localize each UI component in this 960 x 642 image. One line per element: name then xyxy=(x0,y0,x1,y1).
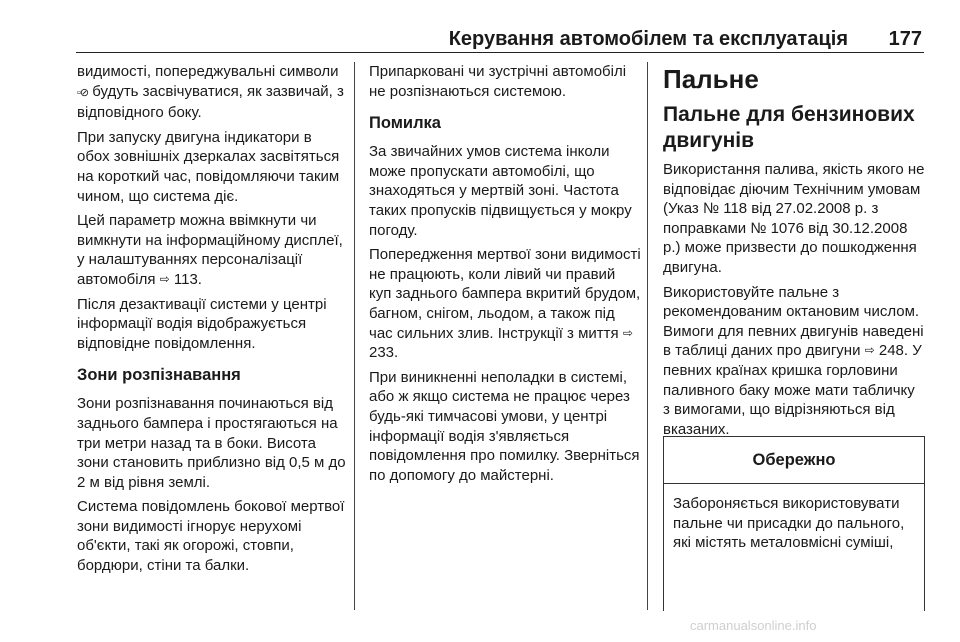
paragraph: Після дезактивації системи у центрі інформації водія відображується відповідне повідомлення. xyxy=(77,295,327,352)
paragraph xyxy=(369,245,641,363)
paragraph: При виникненні неполадки в системі, або ж якщо система не працює через будь-які тимчасові умови, у центрі інформації водія з'являється повідомлення про помилку. Зверніться по допомогу до майстерні. xyxy=(369,368,640,484)
page-reference-arrow-icon: ⇨ xyxy=(159,271,170,286)
paragraph: За звичайних умов система інколи може пропускати автомобілі, що знаходяться у мертвій зоні. Частота таких пропусків підвищується у мокру погоду. xyxy=(369,143,632,239)
watermark: carmanualsonline.info xyxy=(690,618,817,633)
warning-box xyxy=(663,436,925,611)
column-1 xyxy=(77,62,347,581)
section-title: Пальне xyxy=(663,64,759,94)
column-2 xyxy=(369,62,641,490)
subsection-title: Пальне для бензинових двигунів xyxy=(663,103,915,152)
subheading-error: Помилка xyxy=(369,114,441,133)
text-run: видимості, попереджувальні символи xyxy=(77,63,339,80)
paragraph: Система повідомлень бокової мертвої зони видимості ігнорує нерухомі об'єкти, такі як огорожі, стовпи, бордюри, стіни та балки. xyxy=(77,498,345,575)
text-run: У певних країнах кришка горловини паливного баку може мати табличку з вимогами, що відрізняються від вказаних. xyxy=(663,342,922,438)
page-reference[interactable]: 248. xyxy=(878,342,909,360)
paragraph: Зони розпізнавання починаються від заднього бампера і простягаються на три метри назад та в боки. Висота зони становить приблизно від 0,5 м до 2 м від рівня землі. xyxy=(77,395,346,491)
paragraph: Припарковані чи зустрічні автомобілі не розпізнаються системою. xyxy=(369,63,627,100)
page-header xyxy=(0,0,960,56)
subheading-detection-zones: Зони розпізнавання xyxy=(77,366,241,385)
header-divider xyxy=(76,52,924,53)
text-run: Використовуйте пальне з рекомендованим октановим числом. Вимоги для певних двигунів наведені в таблиці даних про двигуни xyxy=(663,283,924,360)
text-run: Попередження мертвої зони видимості не працюють, коли лівий чи правий куп заднього бампера вкритий брудом, багном, снігом, льодом, а також під час сильних злив. Інструкції з миття xyxy=(369,246,641,342)
mirror-warning-icon: ▫⊘ xyxy=(77,86,89,99)
column-divider-2 xyxy=(647,62,648,610)
paragraph xyxy=(77,62,347,123)
page-reference-arrow-icon: ⇨ xyxy=(622,325,633,340)
warning-title: Обережно xyxy=(664,437,924,484)
page-reference[interactable]: 113. xyxy=(173,270,202,288)
text-run: будуть засвічуватися, як зазвичай, з відповідного боку. xyxy=(77,82,344,122)
page-reference[interactable]: 233. xyxy=(369,344,399,362)
text-run: Цей параметр можна ввімкнути чи вимкнути на інформаційному дисплеї, у налаштуваннях персоналізації автомобіля xyxy=(77,212,343,288)
page-number: 177 xyxy=(888,28,922,50)
paragraph xyxy=(663,283,925,440)
warning-text: Забороняється використовувати пальне чи присадки до пального, які містять металовмісні суміші, xyxy=(673,495,905,552)
paragraph xyxy=(77,211,347,289)
page-reference-arrow-icon: ⇨ xyxy=(864,343,875,358)
chapter-title: Керування автомобілем та експлуатація xyxy=(448,28,848,50)
column-3 xyxy=(663,62,925,444)
paragraph: При запуску двигуна індикатори в обох зовнішніх дзеркалах засвітяться на короткий час, повідомляючи таким чином, що система діє. xyxy=(77,128,340,205)
column-divider-1 xyxy=(354,62,355,610)
paragraph: Використання палива, якість якого не відповідає діючим Технічним умовам (Указ № 118 від 27.02.2008 р. з поправками № 1076 від 30.12.2008 р.) може призвести до пошкодження двигуна. xyxy=(663,161,925,276)
